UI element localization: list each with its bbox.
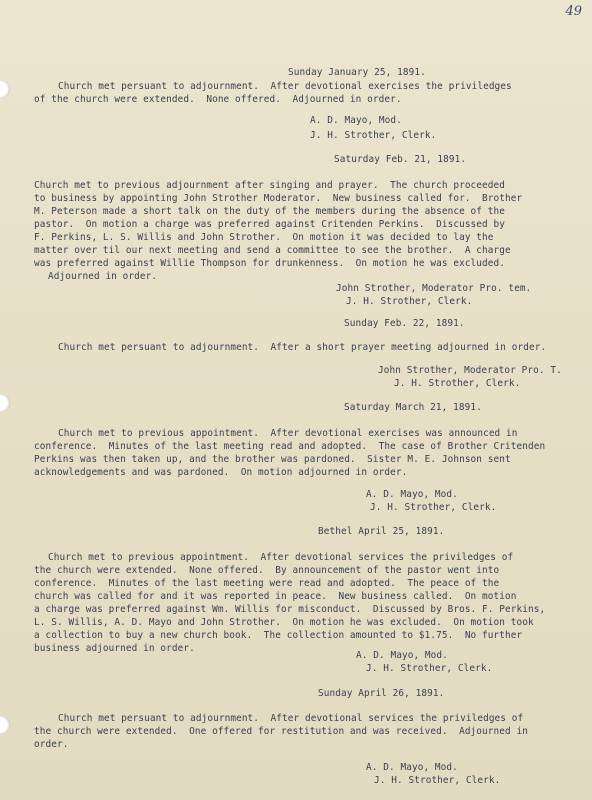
entry-text-line: L. S. Willis, A. D. Mayo and John Strother. On motion he was excluded. On motion took (34, 617, 534, 628)
entry-text-line: acknowledgements and was pardoned. On motion adjourned in order. (34, 467, 408, 478)
entry-text-line: Church met to previous adjournment after singing and prayer. The church proceeded (34, 180, 506, 191)
entry-text-line: conference. Minutes of the last meeting read and adopted. The case of Brother Critenden (34, 441, 546, 452)
entry-text-line: Church met persuant to adjournment. After devotional services the priviledges of (58, 713, 524, 724)
binder-hole (0, 394, 10, 412)
entry-text-line: of the church were extended. None offered. Adjourned in order. (34, 94, 402, 105)
entry-text-line: order. (34, 739, 69, 750)
entry-date: Sunday April 26, 1891. (318, 688, 445, 699)
signature-clerk: J. H. Strother, Clerk. (394, 378, 521, 389)
signature-clerk: J. H. Strother, Clerk. (370, 502, 497, 513)
entry-date: Saturday March 21, 1891. (344, 402, 482, 413)
entry-text-line: M. Peterson made a short talk on the duty of the members during the absence of the (34, 206, 506, 217)
entry-date: Saturday Feb. 21, 1891. (334, 154, 467, 165)
signature-clerk: J. H. Strother, Clerk. (346, 296, 473, 307)
signature-clerk: J. H. Strother, Clerk. (366, 663, 493, 674)
entry-text-line: conference. Minutes of the last meeting were read and adopted. The peace of the (34, 578, 500, 589)
entry-text-line: Church met persuant to adjournment. After a short prayer meeting adjourned in order. (58, 342, 547, 353)
entry-text-line: the church were extended. One offered for restitution and was received. Adjourned in (34, 726, 529, 737)
entry-text-line: a collection to buy a new church book. The collection amounted to $1.75. No further (34, 630, 523, 641)
entry-text-line: church was called for and it was reported in peace. New business called. On motion (34, 591, 517, 602)
page-number: 49 (565, 4, 582, 19)
entry-text-line: the church were extended. None offered. By announcement of the pastor went into (34, 565, 500, 576)
signature-clerk: J. H. Strother, Clerk. (310, 130, 437, 141)
binder-hole (0, 716, 10, 734)
signature-moderator: John Strother, Moderator Pro. T. (378, 365, 562, 376)
entry-text-line: Church met to previous appointment. After devotional services the priviledges of (48, 552, 514, 563)
signature-moderator: A. D. Mayo, Mod. (366, 489, 458, 500)
entry-text-line: was preferred against Willie Thompson for drunkenness. On motion he was excluded. (34, 258, 506, 269)
entry-text-line: Adjourned in order. (48, 271, 158, 282)
entry-text-line: to business by appointing John Strother Moderator. New business called for. Brother (34, 193, 523, 204)
signature-clerk: J. H. Strother, Clerk. (374, 775, 501, 786)
entry-text-line: Perkins was then taken up, and the brother was pardoned. Sister M. E. Johnson sent (34, 454, 511, 465)
entry-text-line: pastor. On motion a charge was preferred against Critenden Perkins. Discussed by (34, 219, 506, 230)
signature-moderator: A. D. Mayo, Mod. (366, 762, 458, 773)
entry-text-line: matter over til our next meeting and send a committee to see the brother. A charge (34, 245, 511, 256)
entry-text-line: business adjourned in order. (34, 643, 195, 654)
entry-text-line: a charge was preferred against Wm. Willis for misconduct. Discussed by Bros. F. Perkins, (34, 604, 546, 615)
entry-text-line: Church met persuant to adjournment. After devotional exercises the priviledges (58, 81, 512, 92)
entry-text-line: F. Perkins, L. S. Willis and John Strother. On motion it was decided to lay the (34, 232, 494, 243)
signature-moderator: A. D. Mayo, Mod. (310, 115, 402, 126)
signature-moderator: John Strother, Moderator Pro. tem. (336, 283, 532, 294)
entry-date: Sunday Feb. 22, 1891. (344, 318, 465, 329)
entry-text-line: Church met to previous appointment. After devotional exercises was announced in (58, 428, 518, 439)
entry-date: Bethel April 25, 1891. (318, 526, 445, 537)
signature-moderator: A. D. Mayo, Mod. (356, 650, 448, 661)
entry-date: Sunday January 25, 1891. (288, 67, 426, 78)
binder-hole (0, 80, 10, 98)
